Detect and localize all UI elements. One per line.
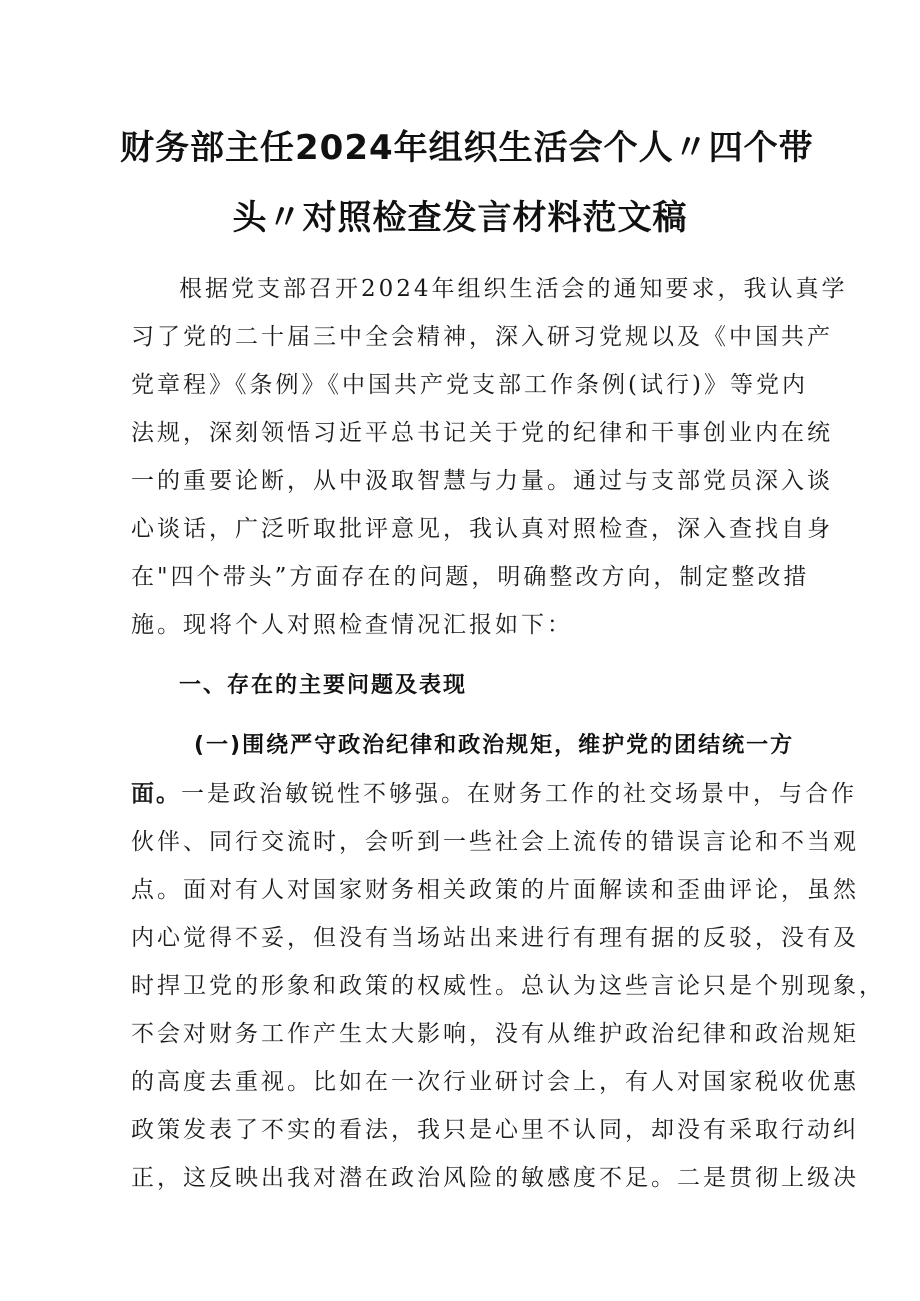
intro-paragraph-line: 根据党支部召开2024年组织生活会的通知要求，我认真学 [179, 276, 848, 302]
document-title-line-1: 财务部主任2024年组织生活会个人〃四个带 [120, 128, 814, 168]
subsection-first-line-text: 一是政治敏锐性不够强。在财务工作的社交场景中，与合作 [181, 781, 857, 807]
intro-paragraph-line: 习了党的二十届三中全会精神，深入研习党规以及《中国共产 [131, 324, 833, 350]
subsection-paragraph-line: 不会对财务工作产生太大影响，没有从维护政治纪律和政治规矩 [131, 1021, 859, 1047]
subsection-paragraph-line: 正，这反映出我对潜在政治风险的敏感度不足。二是贯彻上级决 [131, 1165, 859, 1191]
intro-paragraph-line: 施。现将个人对照检查情况汇报如下： [131, 612, 573, 638]
subsection-paragraph-line: 时捍卫党的形象和政策的权威性。总认为这些言论只是个别现象， [131, 973, 885, 999]
subsection-paragraph-line: 内心觉得不妥，但没有当场站出来进行有理有据的反驳，没有及 [131, 925, 859, 951]
section-heading: 一、存在的主要问题及表现 [179, 673, 468, 698]
subsection-paragraph-line: 伙伴、同行交流时，会听到一些社会上流传的错误言论和不当观 [131, 829, 859, 855]
intro-paragraph-line: 心谈话，广泛听取批评意见，我认真对照检查，深入查找自身 [131, 516, 833, 542]
intro-paragraph-line: 党章程》《条例》《中国共产党支部工作条例(试行)》等党内 [131, 372, 808, 398]
intro-paragraph-line: 在"四个带头”方面存在的问题，明确整改方向，制定整改措 [131, 564, 810, 590]
document-title-line-2: 头〃对照检查发言材料范文稿 [232, 198, 688, 238]
subsection-paragraph-line: 的高度去重视。比如在一次行业研讨会上，有人对国家税收优惠 [131, 1069, 859, 1095]
subsection-heading-end: 面。 [131, 781, 181, 807]
subsection-paragraph-line: 点。面对有人对国家财务相关政策的片面解读和歪曲评论，虽然 [131, 877, 859, 903]
intro-paragraph-line: 一的重要论断，从中汲取智慧与力量。通过与支部党员深入谈 [131, 468, 833, 494]
subsection-paragraph-first-line [131, 770, 857, 818]
subsection-heading: (一)围绕严守政治纪律和政治规矩，维护党的团结统一方 [194, 733, 795, 758]
intro-paragraph-line: 法规，深刻领悟习近平总书记关于党的纪律和干事创业内在统 [131, 420, 833, 446]
subsection-paragraph-line: 政策发表了不实的看法，我只是心里不认同，却没有采取行动纠 [131, 1117, 859, 1143]
